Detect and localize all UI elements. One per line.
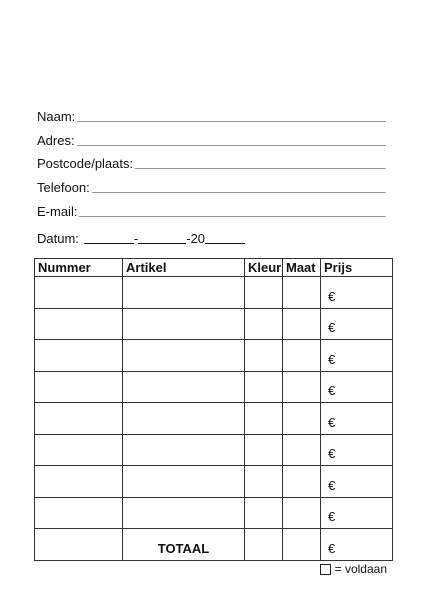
- cell-nummer[interactable]: [35, 434, 123, 466]
- cell-prijs[interactable]: [321, 277, 393, 309]
- datum-day-line[interactable]: [84, 243, 134, 244]
- datum-dash-1: -: [133, 231, 139, 246]
- datum-dash-2: -20: [186, 231, 206, 246]
- field-naam[interactable]: [37, 106, 386, 124]
- euro-sign: €: [328, 540, 336, 556]
- datum-year-line[interactable]: [205, 243, 245, 244]
- table-header-row: [35, 259, 393, 277]
- cell-kleur[interactable]: [245, 340, 283, 372]
- table-row[interactable]: [35, 277, 393, 309]
- cell-nummer[interactable]: [35, 308, 123, 340]
- cell-nummer[interactable]: [35, 403, 123, 435]
- cell-artikel[interactable]: [123, 403, 245, 435]
- cell-artikel[interactable]: [123, 434, 245, 466]
- header-nummer: Nummer: [35, 259, 123, 277]
- euro-sign: €: [328, 509, 336, 524]
- cell-prijs[interactable]: [321, 308, 393, 340]
- table-row[interactable]: [35, 308, 393, 340]
- cell-prijs[interactable]: [321, 371, 393, 403]
- total-prijs-cell[interactable]: [321, 529, 393, 561]
- cell-maat[interactable]: [283, 308, 321, 340]
- euro-sign: €: [328, 477, 336, 493]
- euro-sign: €: [328, 288, 336, 304]
- naam-label: Naam:: [37, 109, 76, 124]
- euro-sign: €: [328, 351, 336, 367]
- table-row[interactable]: [35, 340, 393, 372]
- cell-artikel[interactable]: [123, 277, 245, 309]
- postcode-label: Postcode/plaats:: [37, 156, 134, 171]
- cell-maat[interactable]: [283, 434, 321, 466]
- datum-month-line[interactable]: [138, 243, 186, 244]
- euro-sign: €: [328, 446, 336, 461]
- table-row[interactable]: [35, 497, 393, 529]
- cell-maat[interactable]: [283, 277, 321, 309]
- total-cell-kleur: [245, 529, 283, 561]
- legend-text: = voldaan: [334, 562, 387, 576]
- postcode-line[interactable]: [135, 168, 386, 169]
- cell-nummer[interactable]: [35, 340, 123, 372]
- cell-artikel[interactable]: [123, 466, 245, 498]
- telefoon-line[interactable]: [92, 192, 386, 193]
- total-row[interactable]: [35, 529, 393, 561]
- cell-artikel[interactable]: [123, 308, 245, 340]
- total-label: TOTAAL: [157, 540, 210, 556]
- total-label-cell: [123, 529, 245, 561]
- cell-prijs[interactable]: [321, 403, 393, 435]
- euro-sign: €: [328, 414, 336, 430]
- cell-kleur[interactable]: [245, 466, 283, 498]
- table-row[interactable]: [35, 466, 393, 498]
- header-prijs: Prijs: [321, 259, 393, 277]
- cell-kleur[interactable]: [245, 497, 283, 529]
- cell-nummer[interactable]: [35, 277, 123, 309]
- euro-sign: €: [328, 320, 336, 335]
- email-line[interactable]: [79, 216, 386, 217]
- cell-prijs[interactable]: [321, 497, 393, 529]
- cell-artikel[interactable]: [123, 497, 245, 529]
- adres-line[interactable]: [77, 145, 386, 146]
- cell-nummer[interactable]: [35, 466, 123, 498]
- cell-kleur[interactable]: [245, 371, 283, 403]
- legend: [320, 562, 387, 576]
- table-row[interactable]: [35, 434, 393, 466]
- adres-label: Adres:: [37, 133, 75, 148]
- cell-prijs[interactable]: [321, 340, 393, 372]
- header-kleur: Kleur: [245, 259, 283, 277]
- cell-artikel[interactable]: [123, 371, 245, 403]
- datum-field[interactable]: [37, 228, 245, 246]
- table-row[interactable]: [35, 403, 393, 435]
- header-artikel: Artikel: [123, 259, 245, 277]
- cell-kleur[interactable]: [245, 403, 283, 435]
- order-table: [34, 258, 393, 561]
- cell-kleur[interactable]: [245, 434, 283, 466]
- cell-maat[interactable]: [283, 497, 321, 529]
- cell-prijs[interactable]: [321, 466, 393, 498]
- cell-kleur[interactable]: [245, 277, 283, 309]
- naam-line[interactable]: [77, 121, 386, 122]
- field-postcode[interactable]: [37, 153, 386, 171]
- euro-sign: €: [328, 383, 336, 398]
- cell-kleur[interactable]: [245, 308, 283, 340]
- total-cell-nummer: [35, 529, 123, 561]
- cell-maat[interactable]: [283, 466, 321, 498]
- cell-nummer[interactable]: [35, 497, 123, 529]
- header-maat: Maat: [283, 259, 321, 277]
- cell-maat[interactable]: [283, 403, 321, 435]
- field-telefoon[interactable]: [37, 177, 386, 195]
- cell-prijs[interactable]: [321, 434, 393, 466]
- datum-label: Datum:: [37, 231, 79, 246]
- cell-maat[interactable]: [283, 340, 321, 372]
- cell-maat[interactable]: [283, 371, 321, 403]
- total-cell-maat: [283, 529, 321, 561]
- cell-artikel[interactable]: [123, 340, 245, 372]
- cell-nummer[interactable]: [35, 371, 123, 403]
- table-row[interactable]: [35, 371, 393, 403]
- email-label: E-mail:: [37, 204, 78, 219]
- field-email[interactable]: [37, 201, 386, 219]
- field-adres[interactable]: [37, 130, 386, 148]
- telefoon-label: Telefoon:: [37, 180, 90, 195]
- checkbox-icon[interactable]: [320, 564, 331, 575]
